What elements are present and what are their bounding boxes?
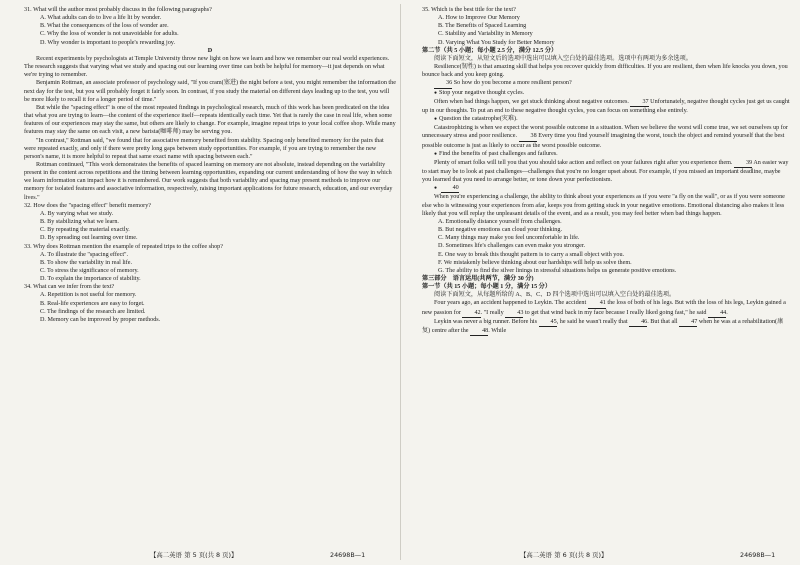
right-footer	[520, 550, 607, 559]
q34-option-a: A. Repetition is not useful for memory.	[40, 292, 137, 299]
q33-stem: 33. Why does Rottman mention the example of repeated trips to the coffee shop?	[24, 243, 223, 250]
q33-option-a: A. To illustrate the "spacing effect".	[40, 251, 129, 258]
blank-39: 39	[734, 159, 752, 168]
section2-instructions: 阅读下面短文，从短文后的选项中选出可以填入空白处的最佳选项。选项中有两项为多余选项。	[434, 55, 692, 62]
paragraph-text: Every time you find yourself imagining the worst, touch the object and remind yourself that the best possible outcome is just as likely to occur as the worst possible outcome.	[422, 133, 785, 149]
paragraph-text: An easier way to start may be to look at past challenges—challenges that you're no longer upset about. For example, if you missed an important deadline, maybe you learned that you need to arrange better, or tone down your perfectionism.	[422, 159, 789, 184]
q31-option-b: B. What the consequences of the loss of wonder are.	[40, 23, 169, 30]
passage-paragraph: Rottman continued, "This work demonstrates the benefits of spaced learning on memory are not absolute, instead depending on the variability present in the content across repetitions and the timing between learning opportunities, expanding our current understanding of how the way in which we learn information can impact how it is remembered. Our work suggests that both variability and spacing may present methods to improve our memory for isolated features and associative information, respectively, raising important applications for future research, education, and our everyday lives."	[24, 161, 393, 201]
choice-e: E. One way to break this thought pattern is to carry a small object with you.	[438, 251, 625, 258]
footer-page: 第 5 页(共 8 页)】	[184, 551, 238, 559]
q35-option-c: C. Stability and Variability in Memory	[438, 31, 533, 38]
cloze-text: . But that all	[647, 318, 678, 325]
part3-section1-title: 第一节（共 15 小题；每小题 1 分，满分 15 分）	[422, 284, 551, 291]
cloze-text: to get that wind back in my face because I really liked going fast," he said	[524, 309, 707, 316]
blank-36-sentence: So how do you become a more resilient person?	[453, 80, 572, 87]
q31-stem: 31. What will the author most probably discuss in the following paragraphs?	[24, 7, 212, 13]
blank-45: 45	[539, 318, 557, 327]
part3-title: 第三部分 语言运用(共两节，满分 30 分)	[422, 276, 534, 282]
cloze-paragraph	[422, 318, 790, 336]
blank-41: 41	[588, 299, 606, 308]
right-footer-code: 24698B—1	[740, 551, 776, 559]
passage-paragraph: But while the "spacing effect" is one of the most repeated findings in psychological research, much of this work has been predicated on the idea that what you are trying to learn—the content of the experience itself—repeats identically each time. Yet that is rarely the case in real life, when some features of our experiences may stay the same, but others are likely to change. For example, imagine repeat trips to your local coffee shop. While many features may stay the same on each visit, a new barista(咖啡师) may be serving you.	[24, 104, 396, 136]
subheading: ● Question the catastrophe(灾难).	[422, 115, 790, 124]
q35-stem: 35. Which is the best title for the text?	[422, 7, 516, 13]
page-divider	[400, 4, 401, 560]
q34-stem: 34. What can we infer from the text?	[24, 284, 115, 291]
cloze-text: the loss of both of his legs. But with the loss of his legs, Leykin gained a new passion for	[422, 300, 786, 316]
blank-37: 37	[630, 98, 648, 107]
blank-38: 38	[519, 132, 537, 141]
left-footer-code: 24698B—1	[330, 551, 366, 559]
q32-option-a: A. By varying what we study.	[40, 210, 114, 217]
q34-option-d: D. Memory can be improved by proper methods.	[40, 316, 161, 323]
blank-43: 43	[505, 309, 523, 318]
q32-option-d: D. By spreading out learning over time.	[40, 235, 138, 242]
part3-instructions: 阅读下面短文，从每题所给的 A、B、C、D 四个选项中选出可以填入空白处的最佳选项。	[434, 292, 676, 299]
passage-paragraph: Benjamin Rottman, an associate professor of psychology said, "If you cram(塞进) the night before a test, you might remember the information the next day for the test, but you will probably forget it fairly soon. In contrast, if you study the material on different days leading up to the test, you will be more likely to recall it for a longer period of time."	[24, 80, 396, 103]
section2-title: 第二节（共 5 小题；每小题 2.5 分，满分 12.5 分）	[422, 47, 558, 54]
choice-a: A. Emotionally distance yourself from challenges.	[438, 218, 562, 225]
blank-42: 42	[462, 309, 480, 318]
q33-option-b: B. To show the variability in real life.	[40, 259, 133, 266]
q32-option-b: B. By stabilizing what we learn.	[40, 219, 119, 226]
choice-g: G. The ability to find the silver linings in stressful situations helps us generate positive emotions.	[438, 267, 677, 274]
q33-option-c: C. To stress the significance of memory.	[40, 268, 139, 274]
choice-d: D. Sometimes life's challenges can even make you stronger.	[438, 243, 586, 250]
q35-option-b: B. The Benefits of Spaced Learning	[438, 23, 527, 30]
q31-option-a: A. What adults can do to live a life lit by wonder.	[40, 15, 162, 22]
q35-option-d: D. Varying What You Study for Better Memory	[438, 39, 555, 46]
passage-paragraph: Resilience(韧性) is that amazing skill that helps you recover quickly from difficulties. If you are resilient, then when life knocks you down, you bounce back and you keep going.	[422, 64, 788, 79]
passage-paragraph: "In contrast," Rottman said, "we found that for associative memory benefited from stability. Spacing only benefited memory for the pairs that were repeated exactly, and only if there were pretty long gaps between study opportunities. For example, if you are trying to remember the new person's name, it is more helpful to repeat that same exact name with spacing between each."	[24, 137, 384, 160]
blank-36: 36	[434, 79, 452, 88]
blank-44: 44	[708, 309, 726, 318]
cloze-text: . While	[488, 327, 507, 334]
choice-f: F. We mistakenly believe thinking about our hardships will help us solve them.	[438, 259, 632, 266]
paragraph-text: Plenty of smart folks will tell you that you should take action and reflect on your failures right after you experience them.	[434, 159, 733, 166]
footer-page: 第 6 页(共 8 页)】	[554, 551, 608, 559]
passage-paragraph	[422, 124, 790, 149]
paragraph-text: Unfortunately, negative thought cycles just get us caught up in our thoughts. To put an end to these negative thought cycles, you can focus on something else entirely.	[422, 98, 790, 114]
blank-47: 47	[679, 318, 697, 327]
cloze-text: , he said he wasn't really that	[556, 318, 628, 325]
q34-option-b: B. Real-life experiences are easy to forget.	[40, 300, 145, 307]
q32-option-c: C. By repeating the material exactly.	[40, 227, 130, 234]
passage-paragraph	[422, 79, 790, 88]
passage-paragraph	[422, 98, 790, 115]
subheading: ● Find the benefits of past challenges and failures.	[422, 150, 790, 159]
blank-40: 40	[441, 184, 459, 193]
choice-c: C. Many things may make you feel uncomfortable in life.	[438, 235, 580, 242]
q33-option-d: D. To explain the importance of stability.	[40, 276, 141, 283]
passage-paragraph: Recent experiments by psychologists at Temple University throw new light on how we learn and how we remember our real world experiences. The research suggests that varying what we study and spacing out our learning over time can both be helpful for memory—it just depends on what we're trying to remember.	[24, 55, 390, 79]
footer-subject: 【高二英语	[520, 551, 552, 559]
q34-option-c: C. The findings of the research are limited.	[40, 308, 146, 315]
paragraph-text: Catastrophizing is when we expect the worst possible outcome in a situation. When we believe the worst will come true, we set ourselves up for unnecessary stress and poor resilience.	[422, 125, 788, 140]
q35-option-a: A. How to Improve Our Memory	[438, 15, 520, 22]
q31-option-c: C. Why the loss of wonder is not unavoidable for adults.	[40, 31, 179, 38]
cloze-paragraph	[422, 299, 790, 317]
q32-stem: 32. How does the "spacing effect" benefit memory?	[24, 202, 151, 209]
section-d-heading: D	[207, 47, 213, 54]
blank-48: 48	[470, 327, 488, 336]
left-footer	[150, 550, 237, 559]
subheading: ● Stop your negative thought cycles.	[422, 89, 790, 98]
right-page	[422, 6, 790, 336]
subheading	[422, 184, 790, 193]
choice-b: B. But negative emotions can cloud your thinking.	[438, 227, 562, 234]
cloze-text: when he was at a rehabilitation(康复) centre after the	[422, 318, 784, 334]
footer-subject: 【高二英语	[150, 551, 182, 559]
cloze-text: Leykin was never a big runner. Before his	[434, 318, 537, 325]
blank-46: 46	[629, 318, 647, 327]
cloze-text: .	[726, 309, 728, 316]
q31-option-d: D. Why wonder is important to people's rewarding joy.	[40, 39, 175, 46]
cloze-text: . "I really	[480, 309, 504, 316]
left-page	[24, 6, 396, 324]
passage-paragraph: When you're experiencing a challenge, the ability to think about your experiences as if you were "a fly on the wall", or as if you were someone else who is witnessing your experiences from afar, keeps you from getting stuck in your negative emotions. Emotional distancing also makes it less likely that you will replay the unpleasant details of the event, and as a result, you may feel better when bad things happen.	[422, 194, 785, 217]
paragraph-text: Often when bad things happen, we get stuck thinking about negative outcomes.	[434, 98, 629, 105]
cloze-text: Four years ago, an accident happened to Leykin. The accident	[434, 300, 587, 307]
passage-paragraph	[422, 159, 790, 184]
